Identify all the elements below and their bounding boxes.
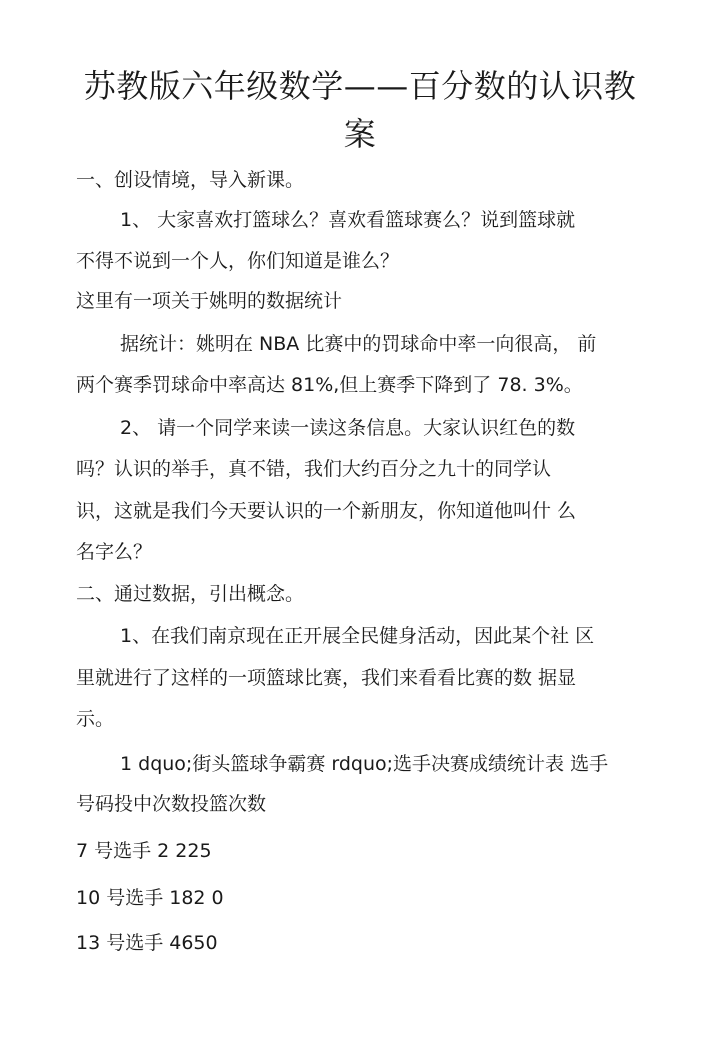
table-row: 10 号选手 182 0: [76, 887, 224, 909]
paragraph-line: 1、在我们南京现在正开展全民健身活动，因此某个社 区: [120, 625, 595, 647]
document-title: [60, 62, 660, 158]
paragraph-line: 识，这就是我们今天要认识的一个新朋友，你知道他叫什 么: [76, 500, 577, 522]
paragraph-line: 示。: [76, 708, 115, 730]
section-heading-1: 一、创设情境，导入新课。: [76, 169, 305, 191]
paragraph-line: 这里有一项关于姚明的数据统计: [76, 290, 343, 312]
paragraph-line: 据统计：姚明在 NBA 比赛中的罚球命中率一向很高， 前: [120, 333, 597, 355]
paragraph-line: 名字么？: [76, 541, 153, 563]
title-line-2: 案: [343, 115, 377, 153]
paragraph-line: 1 dquo;街头篮球争霸赛 rdquo;选手决赛成绩统计表 选手: [120, 753, 609, 775]
paragraph-line: 号码投中次数投篮次数: [76, 793, 267, 815]
section-heading-2: 二、通过数据，引出概念。: [76, 583, 305, 605]
paragraph-line: 里就进行了这样的一项篮球比赛，我们来看看比赛的数 据显: [76, 667, 577, 689]
table-row: 13 号选手 4650: [76, 932, 218, 954]
paragraph-line: 2、 请一个同学来读一读这条信息。大家认识红色的数: [120, 417, 576, 439]
paragraph-line: 1、 大家喜欢打篮球么？喜欢看篮球赛么？说到篮球就: [120, 209, 576, 231]
paragraph-line: 吗？认识的举手，真不错，我们大约百分之九十的同学认: [76, 458, 552, 480]
paragraph-line: 不得不说到一个人，你们知道是谁么？: [76, 250, 400, 272]
title-line-1: 苏教版六年级数学——百分数的认识教: [83, 67, 637, 105]
paragraph-line: 两个赛季罚球命中率高达 81%,但上赛季下降到了 78. 3%。: [76, 374, 583, 396]
table-row: 7 号选手 2 225: [76, 840, 212, 862]
